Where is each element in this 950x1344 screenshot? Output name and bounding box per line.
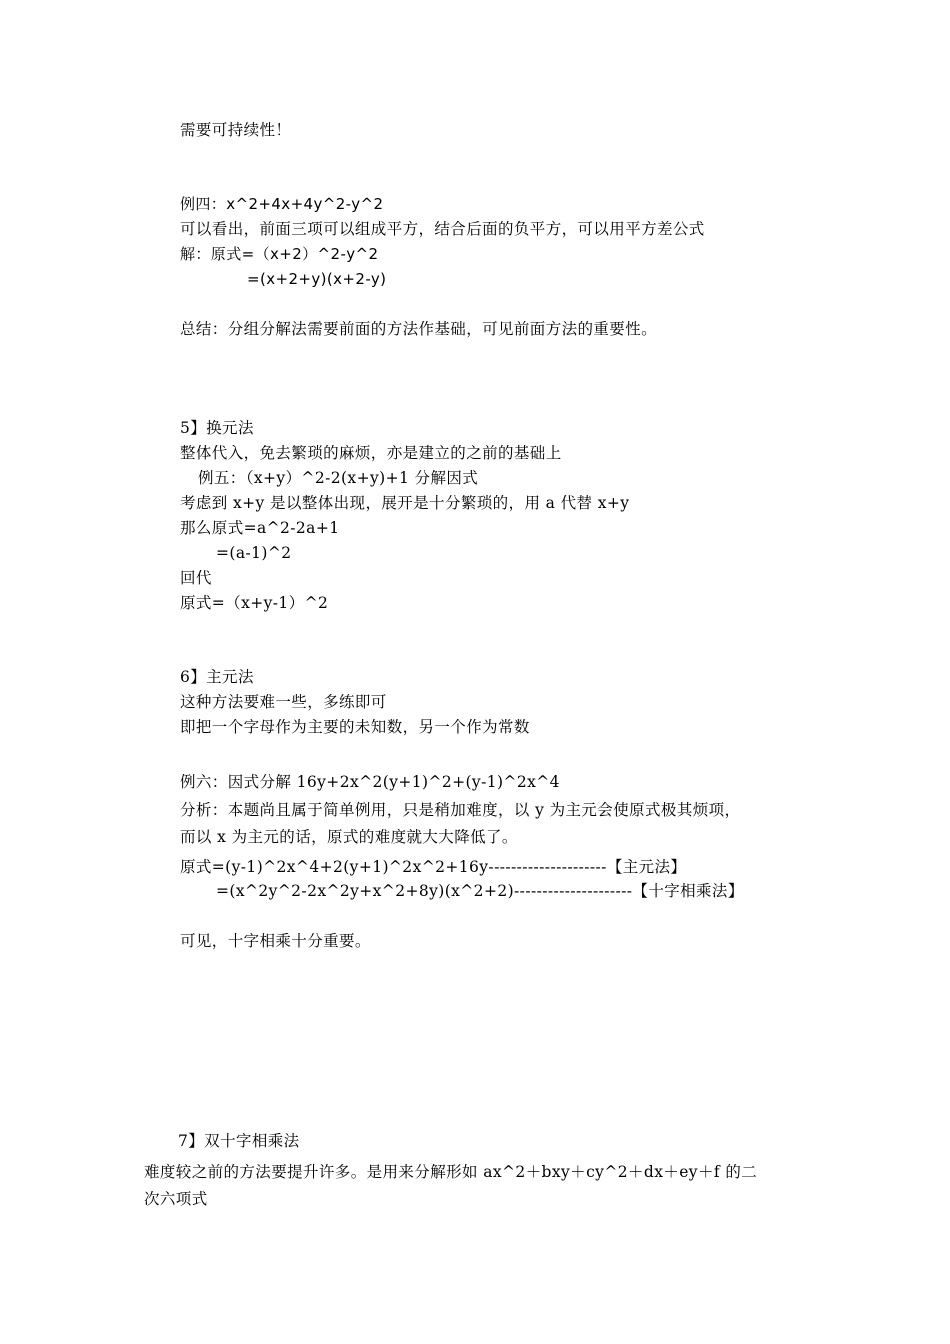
example-six-step1: 原式=(y-1)^2x^4+2(y+1)^2x^2+16y---------------------【主元法】	[180, 858, 687, 876]
example-six-heading: 例六：因式分解 16y+2x^2(y+1)^2+(y-1)^2x^4	[180, 773, 560, 791]
grouping-summary: 总结：分组分解法需要前面的方法作基础，可见前面方法的重要性。	[180, 320, 658, 338]
section-7-heading: 7】双十字相乘法	[178, 1132, 300, 1150]
example-four-solution-step1: 解：原式=（x+2）^2-y^2	[180, 245, 379, 263]
example-five-result: 原式=（x+y-1）^2	[180, 594, 329, 612]
example-four-heading: 例四：x^2+4x+4y^2-y^2	[180, 195, 384, 213]
example-four-observation: 可以看出，前面三项可以组成平方，结合后面的负平方，可以用平方差公式	[180, 220, 705, 238]
section-6-intro: 这种方法要难一些，多练即可	[180, 693, 387, 711]
section-7-intro-line1: 难度较之前的方法要提升许多。是用来分解形如 ax^2＋bxy＋cy^2＋dx＋ey＋f 的二	[144, 1163, 758, 1181]
section-7-intro-line2: 次六项式	[144, 1190, 208, 1208]
section-6-heading: 6】主元法	[180, 668, 254, 686]
text-line-sustainability: 需要可持续性！	[180, 121, 292, 139]
example-five-step1: 那么原式=a^2-2a+1	[180, 519, 340, 537]
example-four-solution-step2: =(x+2+y)(x+2-y)	[247, 270, 387, 288]
example-five-substitute-back: 回代	[180, 569, 212, 587]
section-5-heading: 5】换元法	[180, 419, 254, 437]
section-5-intro: 整体代入，免去繁琐的麻烦，亦是建立的之前的基础上	[180, 444, 562, 462]
example-six-analysis-line2: 而以 x 为主元的话，原式的难度就大大降低了。	[180, 828, 518, 846]
example-six-analysis-line1: 分析：本题尚且属于简单例用，只是稍加难度，以 y 为主元会使原式极其烦项，	[180, 801, 741, 819]
example-six-conclusion: 可见，十字相乘十分重要。	[180, 932, 371, 950]
example-five-heading: 例五：（x+y）^2-2(x+y)+1 分解因式	[198, 469, 479, 487]
example-five-step2: =(a-1)^2	[216, 544, 292, 562]
example-six-step2: =(x^2y^2-2x^2y+x^2+8y)(x^2+2)---------------------【十字相乘法】	[216, 882, 744, 900]
section-6-definition: 即把一个字母作为主要的未知数，另一个作为常数	[180, 718, 530, 736]
example-five-analysis: 考虑到 x+y 是以整体出现，展开是十分繁琐的，用 a 代替 x+y	[180, 494, 630, 512]
